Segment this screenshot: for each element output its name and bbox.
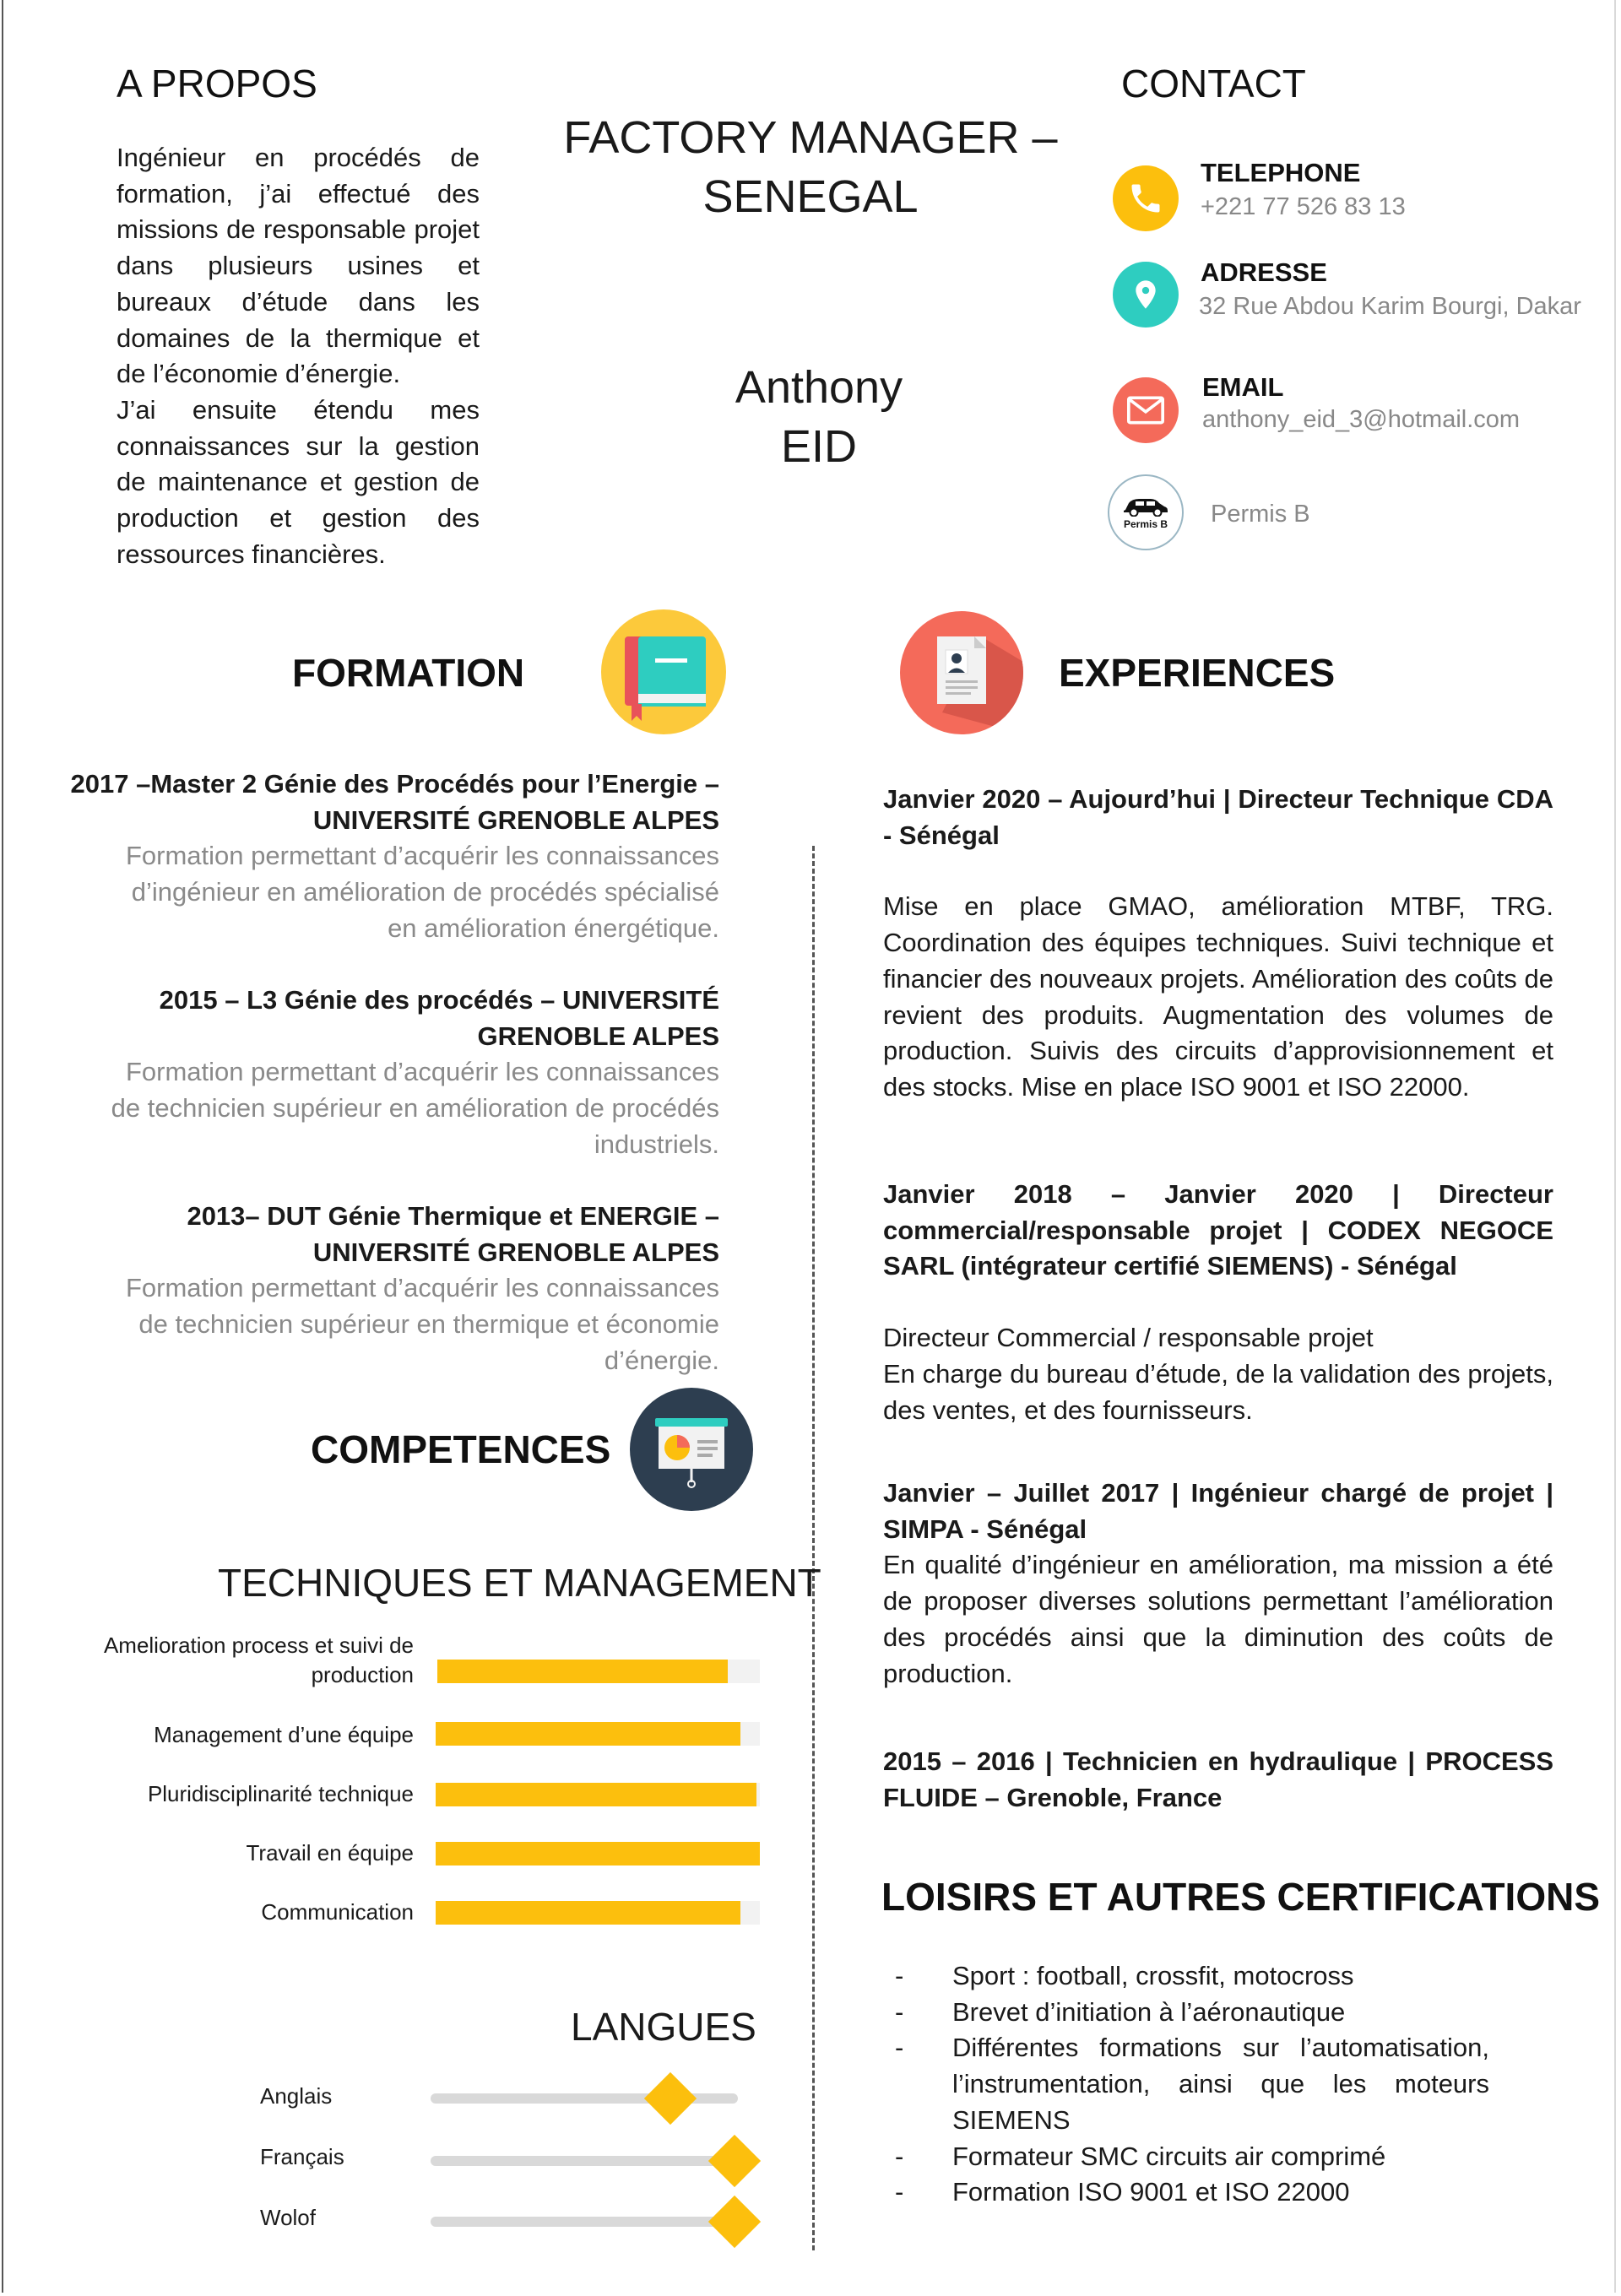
job-title-line2: SENEGAL [702, 171, 919, 222]
skill-bar-4 [436, 1842, 760, 1866]
formation-2-desc-line3: industriels. [594, 1129, 719, 1159]
langues-title: LANGUES [571, 2005, 756, 2049]
formation-title: FORMATION [292, 651, 525, 695]
skill-label-4: Travail en équipe [246, 1840, 414, 1866]
phone-label: TELEPHONE [1201, 158, 1361, 187]
skill-bar-5 [436, 1901, 760, 1925]
formation-2-desc-line2: de technicien supérieur en amélioration de procédés [111, 1093, 719, 1124]
formation-3-desc-line3: d’énergie. [604, 1345, 719, 1375]
phone-icon [1113, 165, 1179, 231]
person-name [625, 358, 1013, 476]
phone-value: +221 77 526 83 13 [1201, 193, 1406, 220]
skill-fill-1 [437, 1660, 728, 1683]
about-title: A PROPOS [117, 62, 317, 106]
formation-1-desc-line3: en amélioration énergétique. [388, 912, 719, 943]
job-title-line1: FACTORY MANAGER – [563, 112, 1058, 163]
skill-label-1 [59, 1631, 414, 1690]
loisirs-item: - Brevet d’initiation à l’aéronautique [878, 1995, 1489, 2031]
experience-1-body: Mise en place GMAO, amélioration MTBF, TRG. Coordination des équipes techniques. Suivi technique et financier des nouveaux projets. Amélioration des coûts de revient des produits. Augmentation des volumes de production. Suivis des circuits d’approvisionnement et des stocks. Mise en place ISO 9001 et ISO 22000. [883, 891, 1553, 1102]
loisirs-item-text-5: Formation ISO 9001 et ISO 22000 [952, 2177, 1350, 2207]
skill-fill-2 [436, 1722, 740, 1746]
formation-item-1 [59, 766, 719, 947]
formation-2-desc-line1: Formation permettant d’acquérir les connaissances [125, 1057, 719, 1087]
skill-fill-5 [436, 1901, 740, 1925]
experience-3-body: En qualité d’ingénieur en amélioration, ma mission a été de proposer diverses solutions permettant l’amélioration des procédés ainsi que la diminution des coûts de production. [883, 1550, 1553, 1688]
experience-2-body: En charge du bureau d’étude, de la validation des projets, des ventes, et des fournisseurs. [883, 1358, 1553, 1425]
presentation-board-icon [630, 1388, 753, 1511]
loisirs-title: LOISIRS ET AUTRES CERTIFICATIONS [881, 1875, 1601, 1919]
skill-fill-3 [436, 1783, 756, 1806]
column-divider [812, 846, 815, 2250]
skill-fill-4 [436, 1842, 760, 1866]
contact-title: CONTACT [1121, 62, 1306, 106]
skill-1-label-line2: production [311, 1662, 414, 1687]
lang-track-1 [431, 2093, 738, 2104]
formation-3-head-line1: 2013– DUT Génie Thermique et ENERGIE – [187, 1201, 719, 1231]
loisirs-item: - Formation ISO 9001 et ISO 22000 [878, 2174, 1489, 2211]
address-label: ADRESSE [1201, 257, 1327, 287]
formation-1-head-line1: 2017 –Master 2 Génie des Procédés pour l’Energie – [70, 769, 719, 799]
loisirs-item-text-4: Formateur SMC circuits air comprimé [952, 2141, 1386, 2171]
formation-3-desc-line2: de technicien supérieur en thermique et économie [138, 1309, 719, 1340]
skill-bar-2 [436, 1722, 760, 1746]
formation-3-head-line2: UNIVERSITÉ GRENOBLE ALPES [312, 1237, 719, 1267]
resume-icon [900, 611, 1023, 734]
experience-item-4 [883, 1744, 1553, 1816]
skill-label-2: Management d’une équipe [154, 1722, 414, 1747]
skill-label-3: Pluridisciplinarité technique [147, 1781, 414, 1806]
loisirs-item-text-3: Différentes formations sur l’automatisation, l’instrumentation, ainsi que les moteurs SIEMENS [952, 2033, 1489, 2135]
formation-1-desc-line2: d’ingénieur en amélioration de procédés spécialisé [131, 877, 719, 907]
last-name: EID [780, 421, 858, 472]
experiences-title: EXPERIENCES [1059, 651, 1336, 695]
envelope-icon [1113, 377, 1179, 443]
job-title [540, 108, 1081, 226]
book-icon [601, 609, 726, 734]
email-label: EMAIL [1202, 372, 1284, 402]
experience-item-3 [883, 1476, 1553, 1692]
email-value: anthony_eid_3@hotmail.com [1202, 406, 1521, 433]
license-value: Permis B [1211, 501, 1310, 528]
location-pin-icon [1113, 262, 1179, 328]
about-paragraph-1: Ingénieur en procédés de formation, j’ai effectué des missions de responsable projet dans plusieurs usines et bureaux d’étude dans les domaines de la thermique et de l’économie d’énergie. [117, 143, 480, 389]
experience-3-head: Janvier – Juillet 2017 | Ingénieur chargé de projet | SIMPA - Sénégal [883, 1478, 1553, 1544]
formation-1-desc-line1: Formation permettant d’acquérir les connaissances [125, 841, 719, 871]
loisirs-item: - Formateur SMC circuits air comprimé [878, 2139, 1489, 2175]
experience-item-1 [883, 782, 1553, 1106]
experience-2-head: Janvier 2018 – Janvier 2020 | Directeur commercial/responsable projet | CODEX NEGOCE SARL (intégrateur certifié SIEMENS) - Sénégal [883, 1179, 1553, 1281]
formation-2-head-line2: GRENOBLE ALPES [477, 1021, 719, 1051]
skill-1-label-line1: Amelioration process et suivi de [103, 1633, 414, 1658]
lang-label-2: Français [260, 2144, 344, 2169]
experience-4-head: 2015 – 2016 | Technicien en hydraulique | PROCESS FLUIDE – Grenoble, France [883, 1746, 1553, 1812]
address-value: 32 Rue Abdou Karim Bourgi, Dakar [1199, 293, 1581, 320]
lang-label-1: Anglais [260, 2083, 333, 2109]
competences-subtitle: TECHNIQUES ET MANAGEMENT [218, 1561, 821, 1605]
formation-3-desc-line1: Formation permettant d’acquérir les connaissances [125, 1273, 719, 1303]
lang-track-3 [431, 2217, 738, 2227]
about-text [117, 140, 480, 572]
experience-2-body-line1: Directeur Commercial / responsable projet [883, 1323, 1374, 1353]
loisirs-item-text-1: Sport : football, crossfit, motocross [952, 1961, 1354, 1990]
first-name: Anthony [735, 362, 903, 413]
skill-bar-3 [436, 1783, 760, 1806]
experience-1-head: Janvier 2020 – Aujourd’hui | Directeur Technique CDA - Sénégal [883, 784, 1553, 850]
car-icon [1108, 474, 1184, 550]
formation-item-2 [59, 983, 719, 1163]
lang-label-3: Wolof [260, 2205, 316, 2230]
lang-track-2 [431, 2156, 738, 2166]
formation-1-head-line2: UNIVERSITÉ GRENOBLE ALPES [312, 804, 719, 835]
license-badge-text: Permis B [1123, 518, 1168, 530]
loisirs-item-text-2: Brevet d’initiation à l’aéronautique [952, 1996, 1346, 2027]
formation-item-3 [59, 1199, 719, 1379]
loisirs-list [878, 1958, 1489, 2211]
experience-item-2 [883, 1177, 1553, 1428]
loisirs-item: - Différentes formations sur l’automatisation, l’instrumentation, ainsi que les moteurs SIEMENS [878, 2030, 1489, 2138]
competences-title: COMPETENCES [311, 1427, 611, 1471]
about-paragraph-2: J’ai ensuite étendu mes connaissances sur la gestion de maintenance et gestion de production et gestion des ressources financières. [117, 394, 480, 569]
formation-2-head-line1: 2015 – L3 Génie des procédés – UNIVERSITÉ [159, 985, 719, 1015]
skill-label-5: Communication [261, 1899, 414, 1925]
skill-bar-1 [437, 1660, 760, 1683]
loisirs-item: - Sport : football, crossfit, motocross [878, 1958, 1489, 1995]
